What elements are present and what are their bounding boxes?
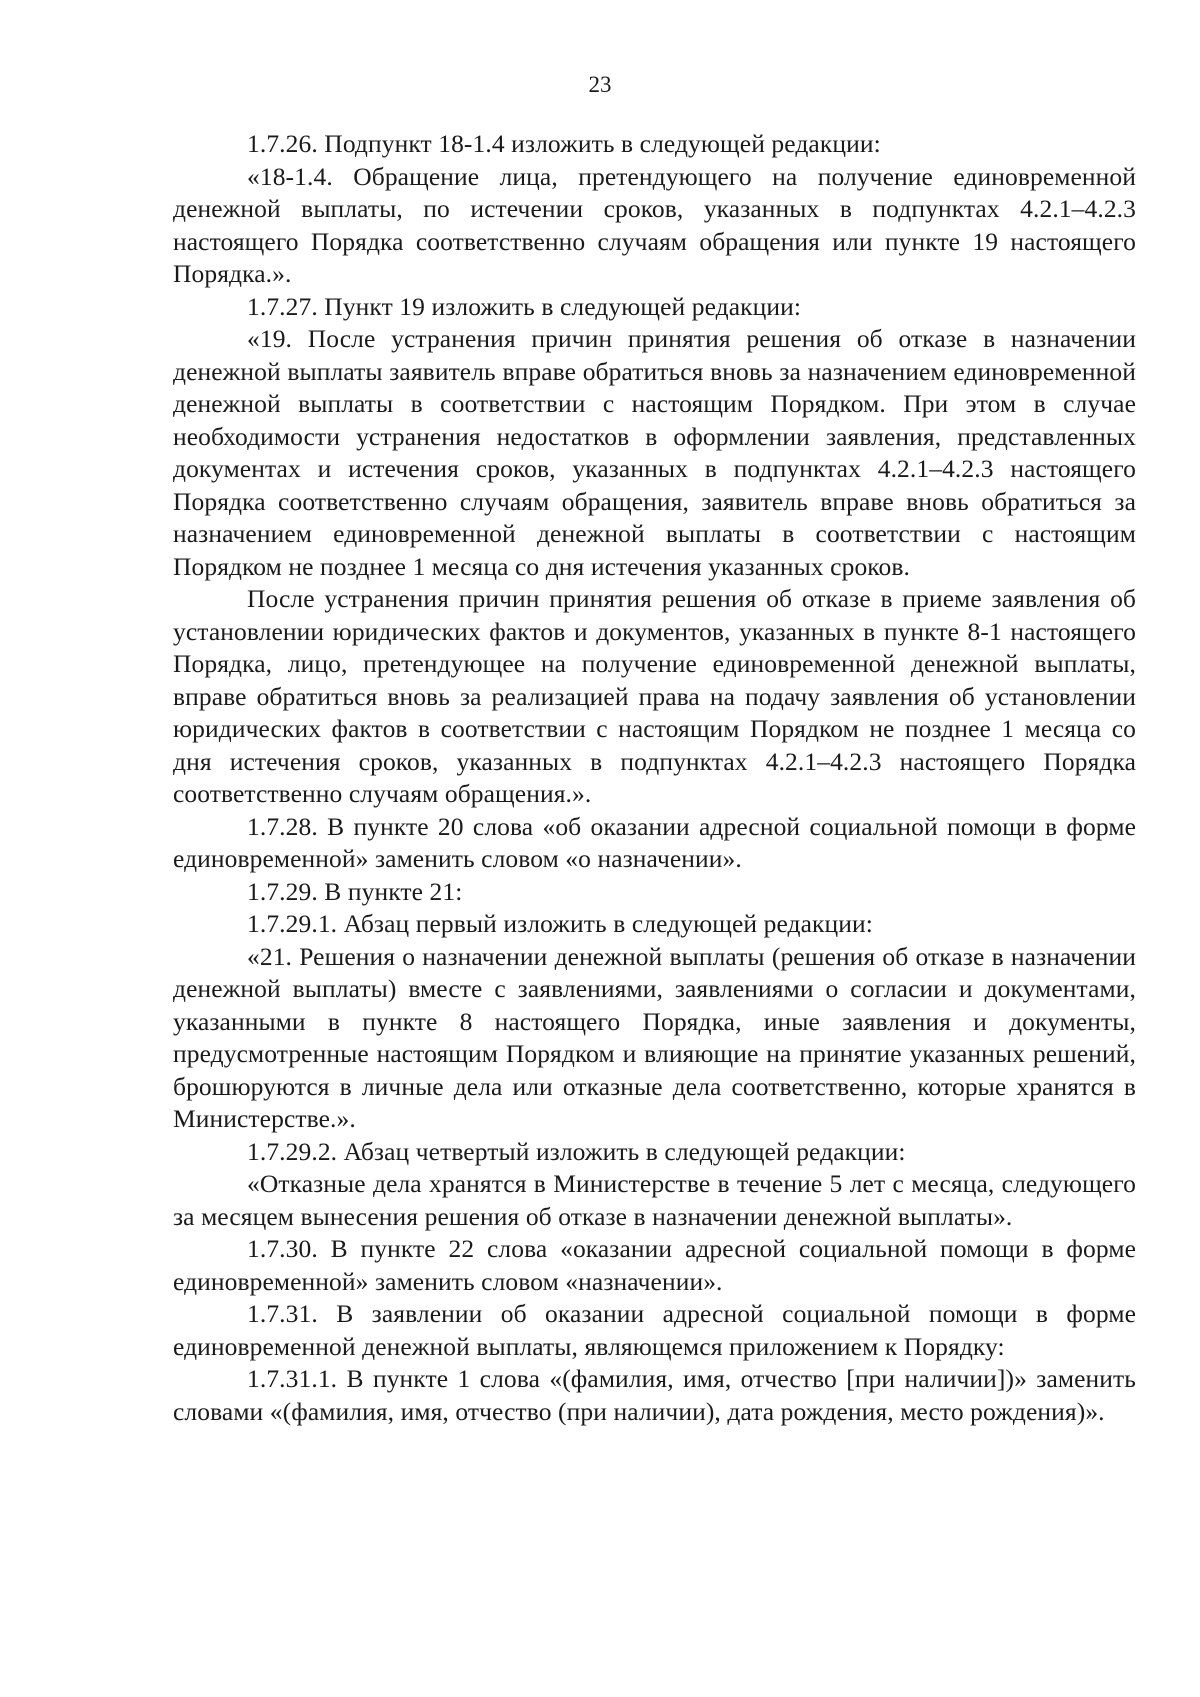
- paragraph-1-7-27: 1.7.27. Пункт 19 изложить в следующей редакции:: [247, 291, 802, 321]
- paragraph-1-7-28: 1.7.28. В пункте 20 слова «об оказании адресной социальной помощи в форме единовременной» заменить словом «о назначении».: [173, 811, 1136, 873]
- paragraph-quote-18-1-4: «18-1.4. Обращение лица, претендующего на получение единовременной денежной выплаты, по истечении сроков, указанных в подпунктах 4.2.1–4.2.3 настоящего Порядка соответственно случаям обращения или пункте 19 настоящего Порядка.».: [173, 161, 1136, 288]
- paragraph-1-7-31-1: 1.7.31.1. В пункте 1 слова «(фамилия, имя, отчество [при наличии])» заменить словами «(фамилия, имя, отчество (при наличии), дата рождения, место рождения)».: [173, 1364, 1136, 1426]
- paragraph-1-7-30: 1.7.30. В пункте 22 слова «оказании адресной социальной помощи в форме единовременной» заменить словом «назначении».: [173, 1234, 1136, 1296]
- paragraph-quote-19: «19. После устранения причин принятия решения об отказе в назначении денежной выплаты заявитель вправе обратиться вновь за назначением единовременной денежной выплаты в соответствии с настоящим Порядком. При этом в случае необходимости устранения недостатков в оформлении заявления, представленных документах и истечения сроков, указанных в подпунктах 4.2.1–4.2.3 настоящего Порядка соответственно случаям обращения, заявитель вправе вновь обратиться за назначением единовременной денежной выплаты в соответствии с настоящим Порядком не позднее 1 месяца со дня истечения указанных сроков.: [173, 324, 1136, 581]
- paragraph-1-7-31: 1.7.31. В заявлении об оказании адресной социальной помощи в форме единовременной денежной выплаты, являющемся приложением к Порядку:: [173, 1299, 1136, 1361]
- paragraph-quote-21: «21. Решения о назначении денежной выплаты (решения об отказе в назначении денежной выплаты) вместе с заявлениями, заявлениями о согласии и документами, указанными в пункте 8 настоящего Порядка, иные заявления и документы, предусмотренные настоящим Порядком и влияющие на принятие указанных решений, брошюруются в личные дела или отказные дела соответственно, которые хранятся в Министерстве.».: [173, 941, 1136, 1133]
- page-number: 23: [588, 72, 612, 97]
- paragraph-1-7-29: 1.7.29. В пункте 21:: [247, 876, 463, 906]
- document-body: [173, 128, 1136, 1428]
- paragraph-quote-19-second: После устранения причин принятия решения об отказе в приеме заявления об установлении юридических фактов и документов, указанных в пункте 8-1 настоящего Порядка, лицо, претендующее на получение единовременной денежной выплаты, вправе обратиться вновь за реализацией права на подачу заявления об установлении юридических фактов в соответствии с настоящим Порядком не позднее 1 месяца со дня истечения сроков, указанных в подпунктах 4.2.1–4.2.3 настоящего Порядка соответственно случаям обращения.».: [173, 584, 1136, 808]
- paragraph-1-7-29-2: 1.7.29.2. Абзац четвертый изложить в следующей редакции:: [247, 1136, 906, 1166]
- paragraph-1-7-26: 1.7.26. Подпункт 18-1.4 изложить в следующей редакции:: [247, 129, 881, 158]
- paragraph-1-7-29-1: 1.7.29.1. Абзац первый изложить в следующей редакции:: [247, 909, 873, 938]
- paragraph-quote-refusal-files: «Отказные дела хранятся в Министерстве в течение 5 лет с месяца, следующего за месяцем вынесения решения об отказе в назначении денежной выплаты».: [173, 1169, 1136, 1231]
